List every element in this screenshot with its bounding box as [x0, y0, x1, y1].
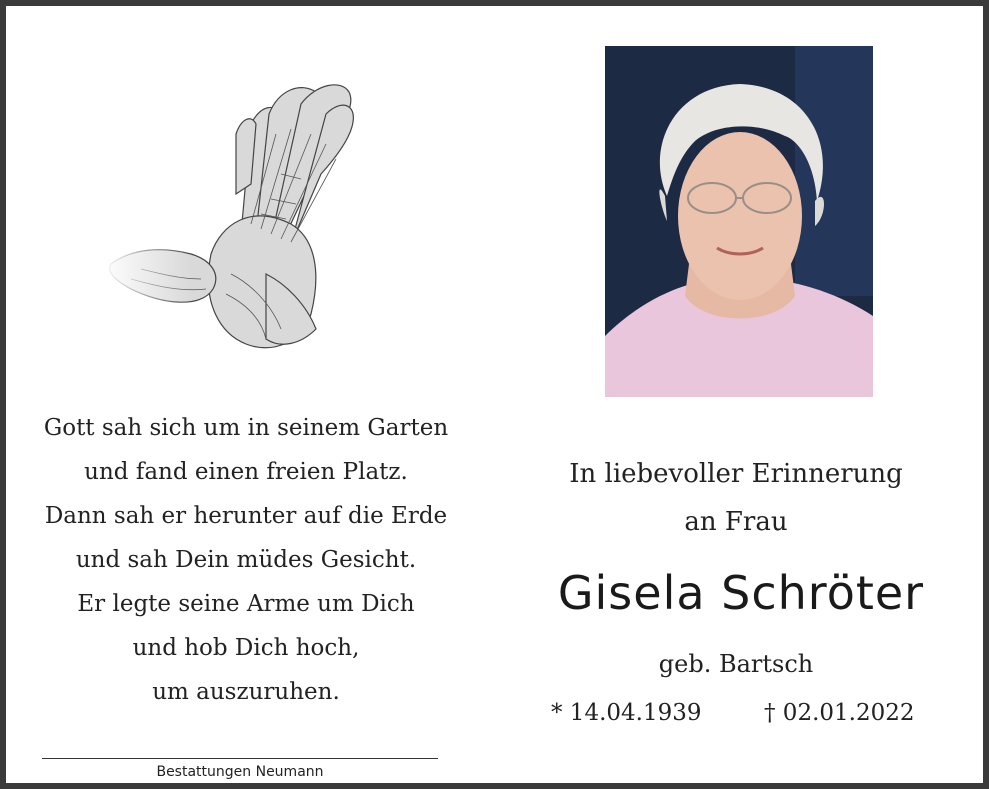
- funeral-home-name: Bestattungen Neumann: [156, 764, 324, 780]
- intro-line: In liebevoller Erinnerung: [569, 459, 903, 489]
- memorial-intro: [526, 450, 946, 546]
- poem-line: Gott sah sich um in seinem Garten: [43, 415, 449, 441]
- poem-line: und sah Dein müdes Gesicht.: [75, 547, 417, 573]
- death-date: † 02.01.2022: [764, 700, 915, 726]
- portrait-photo: [605, 46, 873, 397]
- praying-hands-icon: [101, 74, 361, 364]
- birth-date: * 14.04.1939: [551, 700, 702, 726]
- intro-line: an Frau: [684, 507, 788, 537]
- poem-line: Er legte seine Arme um Dich: [77, 591, 415, 617]
- deceased-name: Gisela Schröter: [557, 566, 925, 620]
- maiden-name: geb. Bartsch: [658, 650, 814, 678]
- poem-line: und fand einen freien Platz.: [84, 459, 408, 485]
- poem-line: um auszuruhen.: [152, 679, 340, 705]
- poem: [16, 406, 476, 714]
- footer-divider: [42, 758, 438, 759]
- poem-line: Dann sah er herunter auf die Erde: [44, 503, 448, 529]
- poem-line: und hob Dich hoch,: [132, 635, 360, 661]
